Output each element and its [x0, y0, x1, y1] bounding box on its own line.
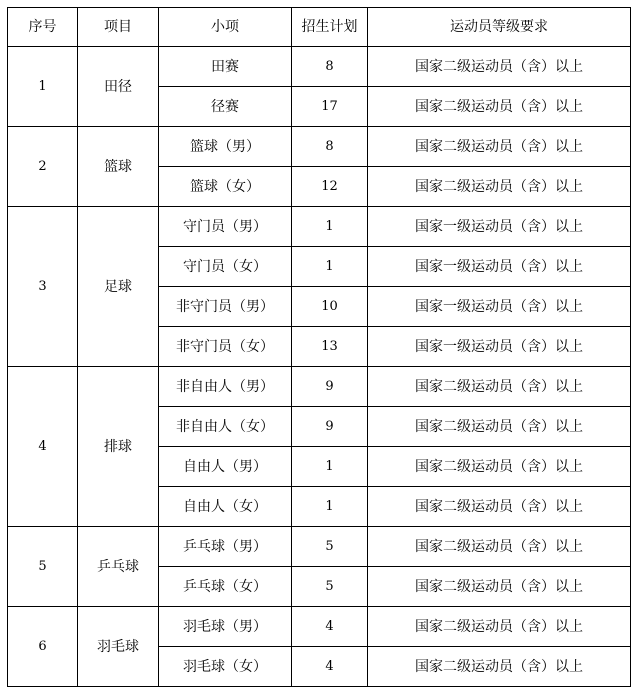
item-cell: 自由人（男） [159, 447, 292, 487]
header-plan: 招生计划 [292, 8, 368, 47]
table-row [8, 207, 631, 247]
requirement-cell: 国家二级运动员（含）以上 [368, 47, 631, 87]
item-cell: 篮球（男） [159, 127, 292, 167]
group-project-cell: 田径 [78, 47, 159, 127]
item-cell: 守门员（女） [159, 247, 292, 287]
group-no-cell: 4 [8, 367, 78, 527]
requirement-cell: 国家二级运动员（含）以上 [368, 367, 631, 407]
plan-cell: 1 [292, 487, 368, 527]
item-cell: 羽毛球（男） [159, 607, 292, 647]
requirement-cell: 国家二级运动员（含）以上 [368, 647, 631, 687]
requirement-cell: 国家一级运动员（含）以上 [368, 327, 631, 367]
table-row [8, 127, 631, 167]
requirement-cell: 国家二级运动员（含）以上 [368, 167, 631, 207]
plan-cell: 10 [292, 287, 368, 327]
group-no-cell: 3 [8, 207, 78, 367]
plan-cell: 9 [292, 407, 368, 447]
plan-cell: 1 [292, 207, 368, 247]
item-cell: 守门员（男） [159, 207, 292, 247]
item-cell: 非自由人（男） [159, 367, 292, 407]
requirement-cell: 国家二级运动员（含）以上 [368, 607, 631, 647]
item-cell: 羽毛球（女） [159, 647, 292, 687]
item-cell: 自由人（女） [159, 487, 292, 527]
item-cell: 非守门员（女） [159, 327, 292, 367]
plan-cell: 4 [292, 647, 368, 687]
group-project-cell: 篮球 [78, 127, 159, 207]
item-cell: 非自由人（女） [159, 407, 292, 447]
header-project: 项目 [78, 8, 159, 47]
plan-cell: 9 [292, 367, 368, 407]
item-cell: 径赛 [159, 87, 292, 127]
group-project-cell: 排球 [78, 367, 159, 527]
table-row [8, 47, 631, 87]
table-body [8, 47, 631, 687]
group-project-cell: 足球 [78, 207, 159, 367]
requirement-cell: 国家二级运动员（含）以上 [368, 567, 631, 607]
header-row [8, 8, 631, 47]
plan-cell: 4 [292, 607, 368, 647]
table-row [8, 607, 631, 647]
requirement-cell: 国家二级运动员（含）以上 [368, 447, 631, 487]
plan-cell: 8 [292, 47, 368, 87]
group-no-cell: 5 [8, 527, 78, 607]
item-cell: 乒乓球（女） [159, 567, 292, 607]
plan-cell: 12 [292, 167, 368, 207]
group-project-cell: 羽毛球 [78, 607, 159, 687]
group-no-cell: 2 [8, 127, 78, 207]
group-project-cell: 乒乓球 [78, 527, 159, 607]
requirement-cell: 国家二级运动员（含）以上 [368, 87, 631, 127]
item-cell: 乒乓球（男） [159, 527, 292, 567]
requirement-cell: 国家一级运动员（含）以上 [368, 287, 631, 327]
requirement-cell: 国家一级运动员（含）以上 [368, 247, 631, 287]
header-no: 序号 [8, 8, 78, 47]
requirement-cell: 国家一级运动员（含）以上 [368, 207, 631, 247]
plan-cell: 1 [292, 247, 368, 287]
plan-cell: 17 [292, 87, 368, 127]
requirement-cell: 国家二级运动员（含）以上 [368, 487, 631, 527]
plan-cell: 1 [292, 447, 368, 487]
plan-cell: 5 [292, 567, 368, 607]
requirement-cell: 国家二级运动员（含）以上 [368, 527, 631, 567]
item-cell: 篮球（女） [159, 167, 292, 207]
plan-cell: 5 [292, 527, 368, 567]
table-row [8, 367, 631, 407]
requirement-cell: 国家二级运动员（含）以上 [368, 127, 631, 167]
group-no-cell: 6 [8, 607, 78, 687]
item-cell: 田赛 [159, 47, 292, 87]
recruitment-table [7, 7, 631, 687]
group-no-cell: 1 [8, 47, 78, 127]
header-requirement: 运动员等级要求 [368, 8, 631, 47]
item-cell: 非守门员（男） [159, 287, 292, 327]
plan-cell: 13 [292, 327, 368, 367]
header-item: 小项 [159, 8, 292, 47]
table-row [8, 527, 631, 567]
requirement-cell: 国家二级运动员（含）以上 [368, 407, 631, 447]
plan-cell: 8 [292, 127, 368, 167]
